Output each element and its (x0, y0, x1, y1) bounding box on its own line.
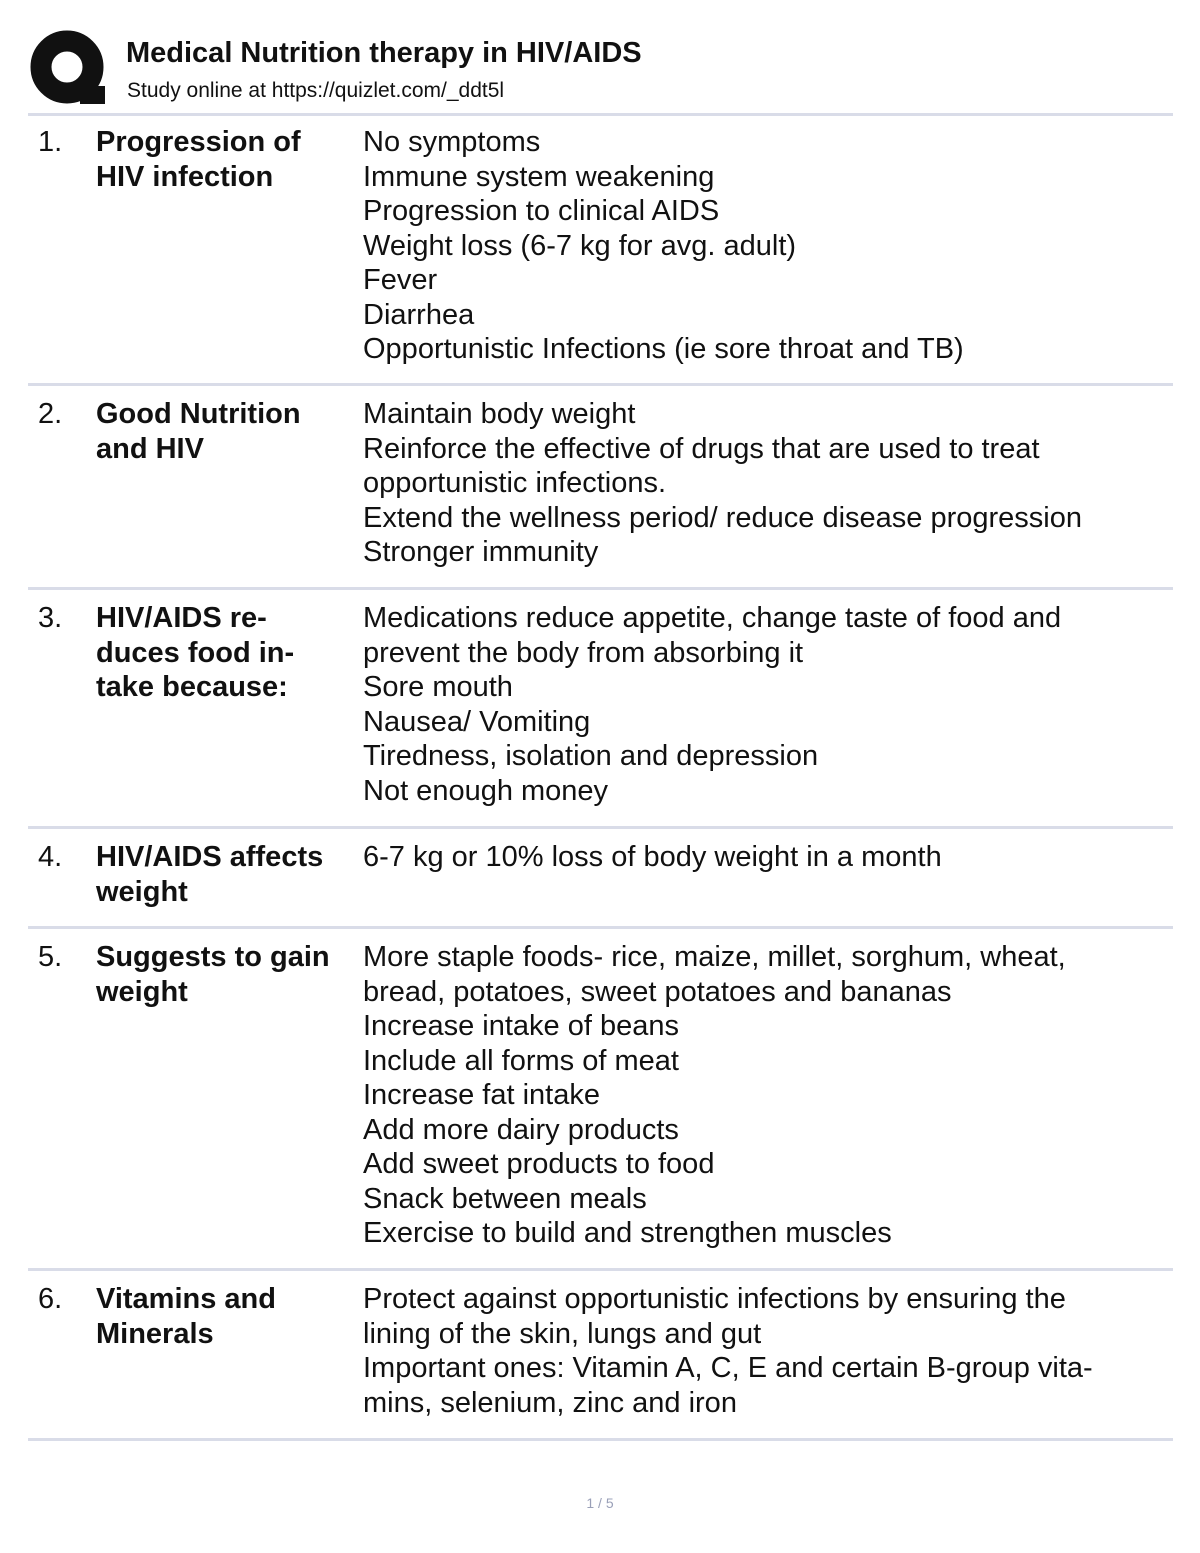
term-line: weight (96, 875, 188, 908)
definition-line: Immune system weakening (363, 160, 715, 193)
card-definition (363, 125, 1163, 367)
definition-line: Increase intake of beans (363, 1010, 679, 1042)
definition-line: Exercise to build and strengthen muscles (363, 1217, 892, 1249)
card-term (96, 840, 356, 909)
term-line: HIV/AIDS affects (96, 841, 324, 873)
definition-line: Important ones: Vitamin A, C, E and certain B-group vita- (363, 1352, 1093, 1384)
definition-line: Opportunistic Infections (ie sore throat and TB) (363, 333, 964, 365)
definition-line: More staple foods- rice, maize, millet, sorghum, wheat, (363, 941, 1066, 973)
definition-line: Stronger immunity (363, 536, 599, 568)
term-line: Suggests to gain (96, 941, 330, 973)
definition-line: opportunistic infections. (363, 467, 667, 499)
card-number: 4. (38, 841, 63, 873)
quizlet-q-logo-icon (30, 30, 108, 108)
definition-line: No symptoms (363, 126, 541, 158)
definition-line: Extend the wellness period/ reduce disease progression (363, 501, 1082, 534)
divider (28, 383, 1173, 386)
divider (28, 926, 1173, 929)
divider (28, 587, 1173, 590)
definition-line: Weight loss (6-7 kg for avg. adult) (363, 229, 797, 262)
definition-line: Progression to clinical AIDS (363, 195, 720, 227)
card-number: 3. (38, 602, 63, 634)
card-term (96, 601, 356, 705)
divider (28, 826, 1173, 829)
card-term (96, 1282, 356, 1351)
page-title: Medical Nutrition therapy in HIV/AIDS (126, 37, 642, 69)
definition-line: 6-7 kg or 10% loss of body weight in a month (363, 841, 942, 873)
card-term (96, 125, 356, 194)
term-line: Progression of (96, 126, 301, 158)
term-line: HIV infection (96, 160, 274, 193)
card-number: 2. (38, 398, 63, 430)
term-line: take because: (96, 671, 288, 703)
card-definition (363, 1282, 1163, 1420)
card-definition (363, 940, 1163, 1251)
term-line: Vitamins and (96, 1283, 276, 1315)
card-number: 6. (38, 1283, 63, 1315)
term-line: Good Nutrition (96, 398, 301, 430)
definition-line: mins, selenium, zinc and iron (363, 1386, 737, 1419)
study-online-link[interactable]: Study online at https://quizlet.com/_ddt5l (127, 79, 505, 102)
term-line: weight (96, 975, 188, 1008)
card-definition (363, 840, 1163, 875)
definition-line: Reinforce the effective of drugs that are used to treat (363, 432, 1040, 465)
term-line: HIV/AIDS re- (96, 602, 267, 634)
card-definition (363, 601, 1163, 808)
divider (28, 1268, 1173, 1271)
definition-line: Nausea/ Vomiting (363, 705, 591, 738)
term-line: duces food in- (96, 636, 295, 669)
divider (28, 1438, 1173, 1441)
definition-line: Add sweet products to food (363, 1148, 715, 1180)
definition-line: Maintain body weight (363, 398, 636, 430)
definition-line: lining of the skin, lungs and gut (363, 1317, 762, 1350)
definition-line: Include all forms of meat (363, 1044, 679, 1077)
card-term (96, 397, 356, 466)
term-line: Minerals (96, 1317, 214, 1350)
definition-line: Snack between meals (363, 1182, 647, 1215)
divider (28, 113, 1173, 116)
definition-line: Protect against opportunistic infections by ensuring the (363, 1283, 1066, 1315)
definition-line: prevent the body from absorbing it (363, 636, 804, 669)
card-term (96, 940, 356, 1009)
page-indicator: 1 / 5 (586, 1495, 614, 1511)
term-line: and HIV (96, 432, 204, 465)
card-number: 5. (38, 941, 63, 973)
definition-line: Increase fat intake (363, 1079, 600, 1111)
definition-line: Tiredness, isolation and depression (363, 740, 819, 772)
card-number: 1. (38, 126, 63, 158)
definition-line: Not enough money (363, 774, 609, 807)
definition-line: Fever (363, 264, 438, 296)
definition-line: bread, potatoes, sweet potatoes and bananas (363, 975, 952, 1008)
definition-line: Sore mouth (363, 671, 513, 703)
definition-line: Medications reduce appetite, change taste of food and (363, 602, 1062, 634)
definition-line: Diarrhea (363, 298, 475, 331)
definition-line: Add more dairy products (363, 1113, 679, 1146)
card-definition (363, 397, 1163, 570)
page-header (30, 30, 1172, 112)
